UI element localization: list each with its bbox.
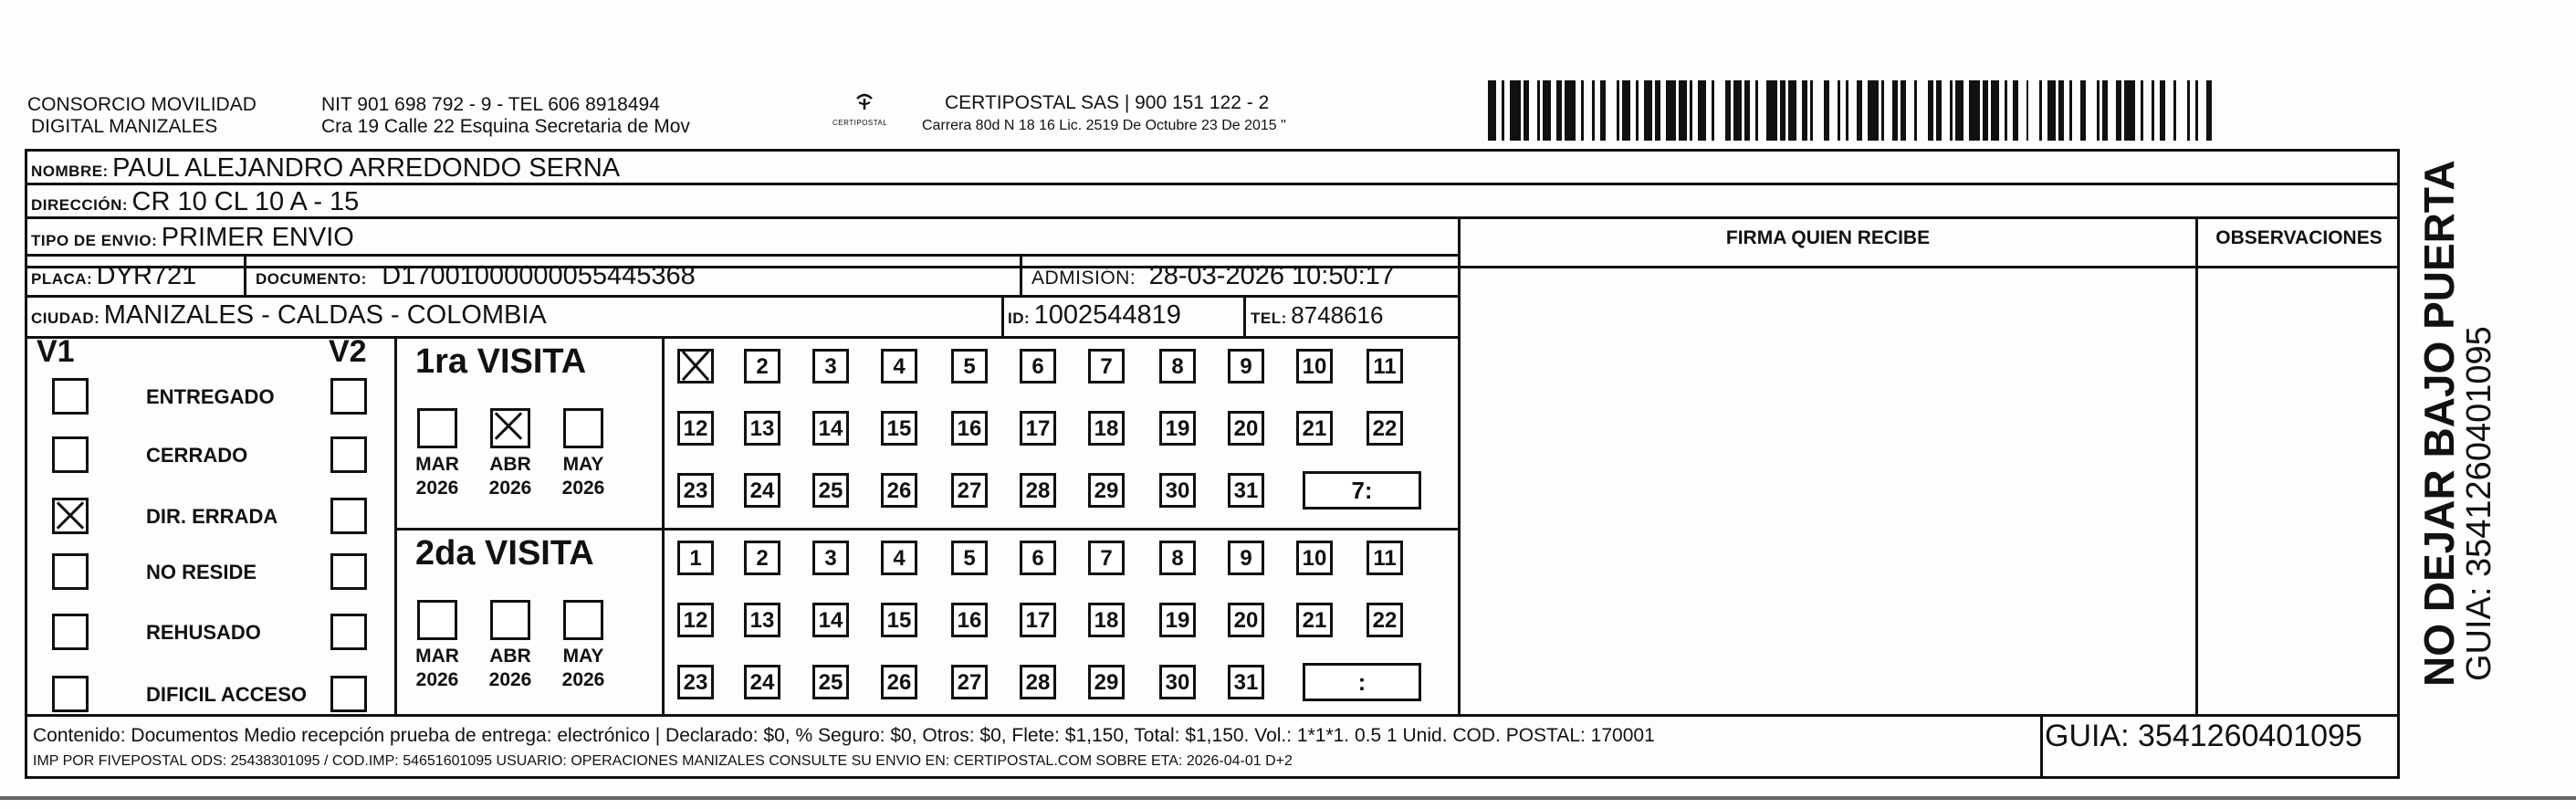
day-box[interactable]: 15 (881, 411, 917, 446)
month-year: 2026 (415, 669, 459, 690)
day-box[interactable]: 23 (677, 665, 714, 699)
month-label: ABR (489, 646, 531, 667)
day-box[interactable]: 31 (1228, 665, 1264, 699)
day-box[interactable]: 20 (1228, 411, 1264, 446)
ciudad-row (31, 299, 547, 336)
day-box[interactable]: 7 (1088, 349, 1125, 383)
v1-checkbox[interactable] (52, 614, 89, 650)
tipo-envio-row (31, 221, 354, 258)
v2-checkbox[interactable] (330, 614, 367, 650)
day-box[interactable]: 18 (1088, 603, 1125, 637)
nit-phone-line: NIT 901 698 792 - 9 - TEL 606 8918494 (321, 94, 660, 115)
status-option-label: REHUSADO (146, 621, 261, 644)
v1-checkbox[interactable] (52, 553, 89, 590)
month-checkbox[interactable] (490, 600, 530, 640)
logo-caption: CERTIPOSTAL (832, 119, 888, 127)
tel-row (1251, 299, 1383, 336)
month-label: MAY (562, 646, 604, 667)
documento-label: DOCUMENTO: (256, 270, 367, 288)
status-option-label: NO RESIDE (146, 561, 257, 583)
v1-checkbox[interactable] (52, 378, 89, 415)
time-box[interactable]: : (1303, 663, 1421, 701)
day-box[interactable]: 18 (1088, 411, 1125, 446)
month-checkbox[interactable] (563, 408, 603, 448)
guia-number: GUIA: 3541260401095 (2045, 719, 2362, 753)
admision-row (1031, 259, 1395, 297)
day-box[interactable]: 7 (1088, 541, 1125, 575)
month-checkbox[interactable] (417, 600, 457, 640)
day-box[interactable]: 26 (881, 473, 917, 508)
month-year: 2026 (561, 478, 605, 499)
day-box[interactable]: 8 (1159, 541, 1196, 575)
nombre-label: NOMBRE: (31, 163, 109, 180)
month-year: 2026 (561, 669, 605, 690)
carrier-info-line: CERTIPOSTAL SAS | 900 151 122 - 2 (945, 92, 1270, 113)
status-option-label: ENTREGADO (146, 385, 275, 408)
day-box[interactable]: 20 (1228, 603, 1264, 637)
day-box[interactable]: 5 (951, 541, 988, 575)
status-option-label: DIFICIL ACCESO (146, 683, 308, 706)
month-checkbox[interactable] (417, 408, 457, 448)
contenido-line: Contenido: Documentos Medio recepción prueba de entrega: electrónico | Declarado: $0, % Seguro: $0, Otros: $0, Flete: $1,150, Total: $1,150. Vol.: 1*1*1. 0.5 1 Unid. COD. POSTAL: 170001 (33, 725, 1655, 746)
documento-row (256, 259, 696, 297)
month-year: 2026 (415, 478, 459, 499)
day-box[interactable]: 19 (1159, 411, 1196, 446)
month-label: MAY (562, 454, 604, 475)
day-box[interactable]: 16 (951, 411, 988, 446)
carrier-logo-icon (853, 91, 875, 111)
month-label: MAR (415, 454, 459, 475)
admision-label: ADMISIÓN: (1031, 268, 1136, 289)
id-label: ID: (1008, 310, 1031, 327)
company-name-line1: CONSORCIO MOVILIDAD (27, 94, 257, 115)
day-box[interactable]: 2 (744, 541, 780, 575)
day-box[interactable]: 9 (1228, 541, 1264, 575)
visit-title: 1ra VISITA (415, 342, 587, 381)
day-box[interactable]: 6 (1020, 541, 1056, 575)
side-guia-number: GUIA: 3541260401095 (2460, 326, 2498, 681)
day-box[interactable]: 4 (881, 349, 917, 383)
v2-checkbox[interactable] (330, 676, 367, 712)
month-year: 2026 (488, 478, 532, 499)
day-box[interactable]: 24 (744, 473, 780, 508)
day-box[interactable]: 1 (677, 541, 714, 575)
impresion-line: IMP POR FIVEPOSTAL ODS: 25438301095 / COD.IMP: 54651601095 USUARIO: OPERACIONES MANIZALES CONSULTE SU ENVIO EN: CERTIPOSTAL.COM SOBRE ETA: 2026-04-01 D+2 (33, 753, 1293, 769)
ciudad-label: CIUDAD: (31, 310, 100, 327)
placa-row (31, 259, 196, 297)
day-box[interactable]: 25 (812, 473, 849, 508)
day-box[interactable]: 17 (1020, 411, 1056, 446)
day-box[interactable]: 23 (677, 473, 714, 508)
carrier-address-line: Carrera 80d N 18 16 Lic. 2519 De Octubre 23 De 2015 " (922, 118, 1286, 133)
day-box[interactable]: 15 (881, 603, 917, 637)
visit-title: 2da VISITA (415, 534, 594, 573)
placa-label: PLACA: (31, 270, 93, 288)
observaciones-column-title: OBSERVACIONES (2215, 227, 2382, 248)
status-option-label: CERRADO (146, 444, 248, 467)
placa-value: DYR721 (96, 261, 197, 290)
day-box[interactable]: 12 (677, 603, 714, 637)
day-box[interactable]: 4 (881, 541, 917, 575)
admision-value: 28-03-2026 10:50:17 (1148, 261, 1395, 290)
day-box[interactable]: 31 (1228, 473, 1264, 508)
direccion-row (31, 185, 359, 223)
day-box[interactable]: 22 (1367, 603, 1403, 637)
day-box[interactable]: 5 (951, 349, 988, 383)
day-box[interactable]: 26 (881, 665, 917, 699)
day-box[interactable]: 13 (744, 411, 780, 446)
day-box[interactable]: 27 (951, 473, 988, 508)
direccion-label: DIRECCIÓN: (31, 196, 129, 214)
day-box[interactable]: 2 (744, 349, 780, 383)
day-box[interactable]: 30 (1159, 665, 1196, 699)
firma-column-title: FIRMA QUIEN RECIBE (1725, 227, 1931, 248)
documento-value: D17001000000055445368 (382, 261, 696, 290)
sender-address-line: Cra 19 Calle 22 Esquina Secretaria de Mov (321, 116, 690, 137)
v2-checkbox[interactable] (330, 436, 367, 473)
day-box[interactable]: 3 (812, 349, 849, 383)
day-box[interactable]: 8 (1159, 349, 1196, 383)
scan-edge (0, 796, 2576, 800)
day-box[interactable]: 28 (1020, 665, 1056, 699)
v1-checkbox[interactable] (52, 436, 89, 473)
day-box[interactable]: 10 (1296, 541, 1333, 575)
day-box[interactable]: 22 (1367, 411, 1403, 446)
v1-checkbox[interactable] (52, 676, 89, 712)
ciudad-value: MANIZALES - CALDAS - COLOMBIA (103, 300, 547, 330)
status-option-label: DIR. ERRADA (146, 505, 278, 528)
day-box[interactable]: 29 (1088, 665, 1125, 699)
month-checkbox[interactable] (490, 408, 530, 448)
day-box[interactable]: 21 (1296, 411, 1333, 446)
company-name-line2: DIGITAL MANIZALES (31, 116, 218, 137)
day-box[interactable]: 28 (1020, 473, 1056, 508)
v1-header: V1 (37, 334, 75, 369)
v2-checkbox[interactable] (330, 378, 367, 415)
day-box[interactable]: 17 (1020, 603, 1056, 637)
no-dejar-bajo-puerta: NO DEJAR BAJO PUERTA (2415, 160, 2463, 687)
day-box[interactable]: 3 (812, 541, 849, 575)
day-box[interactable]: 21 (1296, 603, 1333, 637)
nombre-value: PAUL ALEJANDRO ARREDONDO SERNA (112, 153, 621, 183)
day-box[interactable]: 29 (1088, 473, 1125, 508)
day-box[interactable]: 9 (1228, 349, 1264, 383)
tel-value: 8748616 (1291, 301, 1384, 329)
month-checkbox[interactable] (563, 600, 603, 640)
month-label: ABR (489, 454, 531, 475)
signature-area[interactable] (1461, 266, 2195, 714)
day-box[interactable]: 11 (1367, 349, 1403, 383)
nombre-row (31, 152, 620, 189)
v2-checkbox[interactable] (330, 553, 367, 590)
v2-header: V2 (329, 334, 367, 369)
day-box[interactable]: 13 (744, 603, 780, 637)
day-box[interactable]: 14 (812, 603, 849, 637)
day-box[interactable]: 10 (1296, 349, 1333, 383)
day-box[interactable]: 24 (744, 665, 780, 699)
month-year: 2026 (488, 669, 532, 690)
id-row (1008, 299, 1181, 336)
tipo-envio-value: PRIMER ENVIO (161, 223, 354, 252)
day-box[interactable]: 25 (812, 665, 849, 699)
day-box[interactable]: 12 (677, 411, 714, 446)
day-box[interactable]: 19 (1159, 603, 1196, 637)
day-box[interactable]: 14 (812, 411, 849, 446)
tipo-envio-label: TIPO DE ENVIO: (31, 232, 158, 249)
day-box[interactable]: 16 (951, 603, 988, 637)
direccion-value: CR 10 CL 10 A - 15 (131, 187, 360, 216)
v1-checkbox[interactable] (52, 498, 89, 534)
tel-label: TEL: (1251, 310, 1287, 327)
day-box[interactable] (677, 349, 714, 383)
id-value: 1002544819 (1033, 300, 1181, 330)
v2-checkbox[interactable] (330, 498, 367, 534)
barcode (1488, 80, 2218, 141)
day-box[interactable]: 30 (1159, 473, 1196, 508)
day-box[interactable]: 27 (951, 665, 988, 699)
day-box[interactable]: 6 (1020, 349, 1056, 383)
day-box[interactable]: 11 (1367, 541, 1403, 575)
observations-area[interactable] (2198, 266, 2400, 714)
month-label: MAR (415, 646, 459, 667)
time-box[interactable]: 7: (1303, 471, 1421, 510)
side-notice (2417, 160, 2497, 687)
